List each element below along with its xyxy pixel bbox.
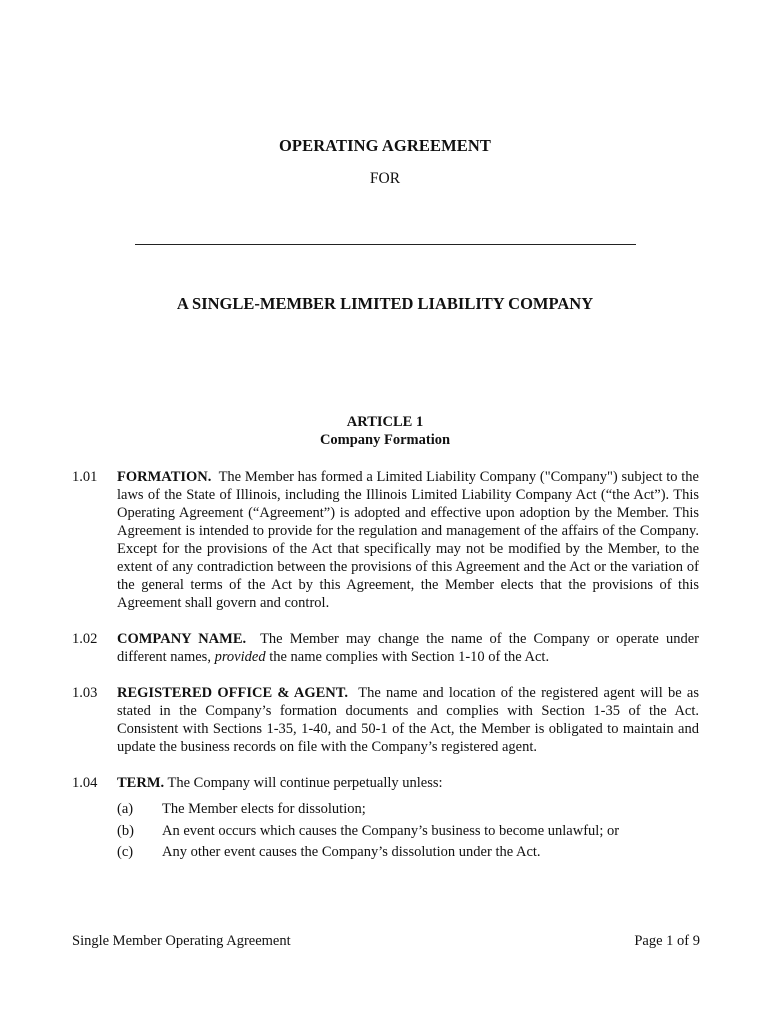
list-item [117,801,697,823]
section-body-continued: the name complies with Section 1-10 of the Act. [269,649,550,665]
list-item-text: The Member elects for dissolution; [162,801,366,817]
article-number: ARTICLE 1 [346,414,424,430]
list-item [117,844,697,866]
section-1-01 [72,468,699,612]
section-heading: REGISTERED OFFICE & AGENT. [117,685,348,701]
section-body: The Member may change the name of the Company or operate under different names, [117,631,699,665]
article-name: Company Formation [319,432,451,448]
section-heading: TERM. [117,775,165,791]
section-1-02 [72,630,699,666]
term-conditions-list [117,801,697,866]
document-title: OPERATING AGREEMENT [279,136,491,155]
section-body: The Member has formed a Limited Liability Company ("Company") subject to the laws of the State of Illinois, including the Illinois Limited Liability Company Act (“the Act”). This Operating Agreement (“Agreement”) is adopted and effective upon adoption by the Member. This Agreement is intended to provide for the regulation and management of the affairs of the Company. Except for the provisions of the Act that specifically may not be modified by the Member, to the extent of any contradiction between the provisions of this Agreement and the Act or the variation of the general terms of the Act by this Agreement, the Member elects that the provisions of this Agreement shall govern and control. [117,469,699,611]
section-heading: COMPANY NAME. [117,631,247,647]
list-item-label: (a) [117,801,134,817]
section-1-04 [72,774,699,792]
document-subtitle: A SINGLE-MEMBER LIMITED LIABILITY COMPANY [176,294,594,313]
section-1-03 [72,684,699,756]
list-item-text: An event occurs which causes the Company’s business to become unlawful; or [162,822,620,839]
section-body-emphasis: provided [214,649,266,665]
list-item-label: (b) [117,822,134,839]
section-body: The Company will continue perpetually unless: [167,775,443,791]
section-number: 1.01 [72,469,98,485]
document-for-text: FOR [369,170,401,187]
section-number: 1.02 [72,631,98,647]
footer-page-number: Page 1 of 9 [634,933,700,949]
list-item-label: (c) [117,844,134,860]
section-heading: FORMATION. [117,469,212,485]
footer-document-name: Single Member Operating Agreement [72,933,291,949]
list-item [117,823,697,845]
section-number: 1.04 [72,775,98,791]
section-body: The name and location of the registered agent will be as stated in the Company’s formation documents and complies with Section 1-35 of the Act. Consistent with Sections 1-35, 1-40, and 50-1 of the Act, the Member is obligated to maintain and update the business records on file with the Company’s registered agent. [117,685,699,755]
list-item-text: Any other event causes the Company’s dissolution under the Act. [162,844,541,860]
section-number: 1.03 [72,685,98,701]
company-name-blank-line [135,244,636,245]
